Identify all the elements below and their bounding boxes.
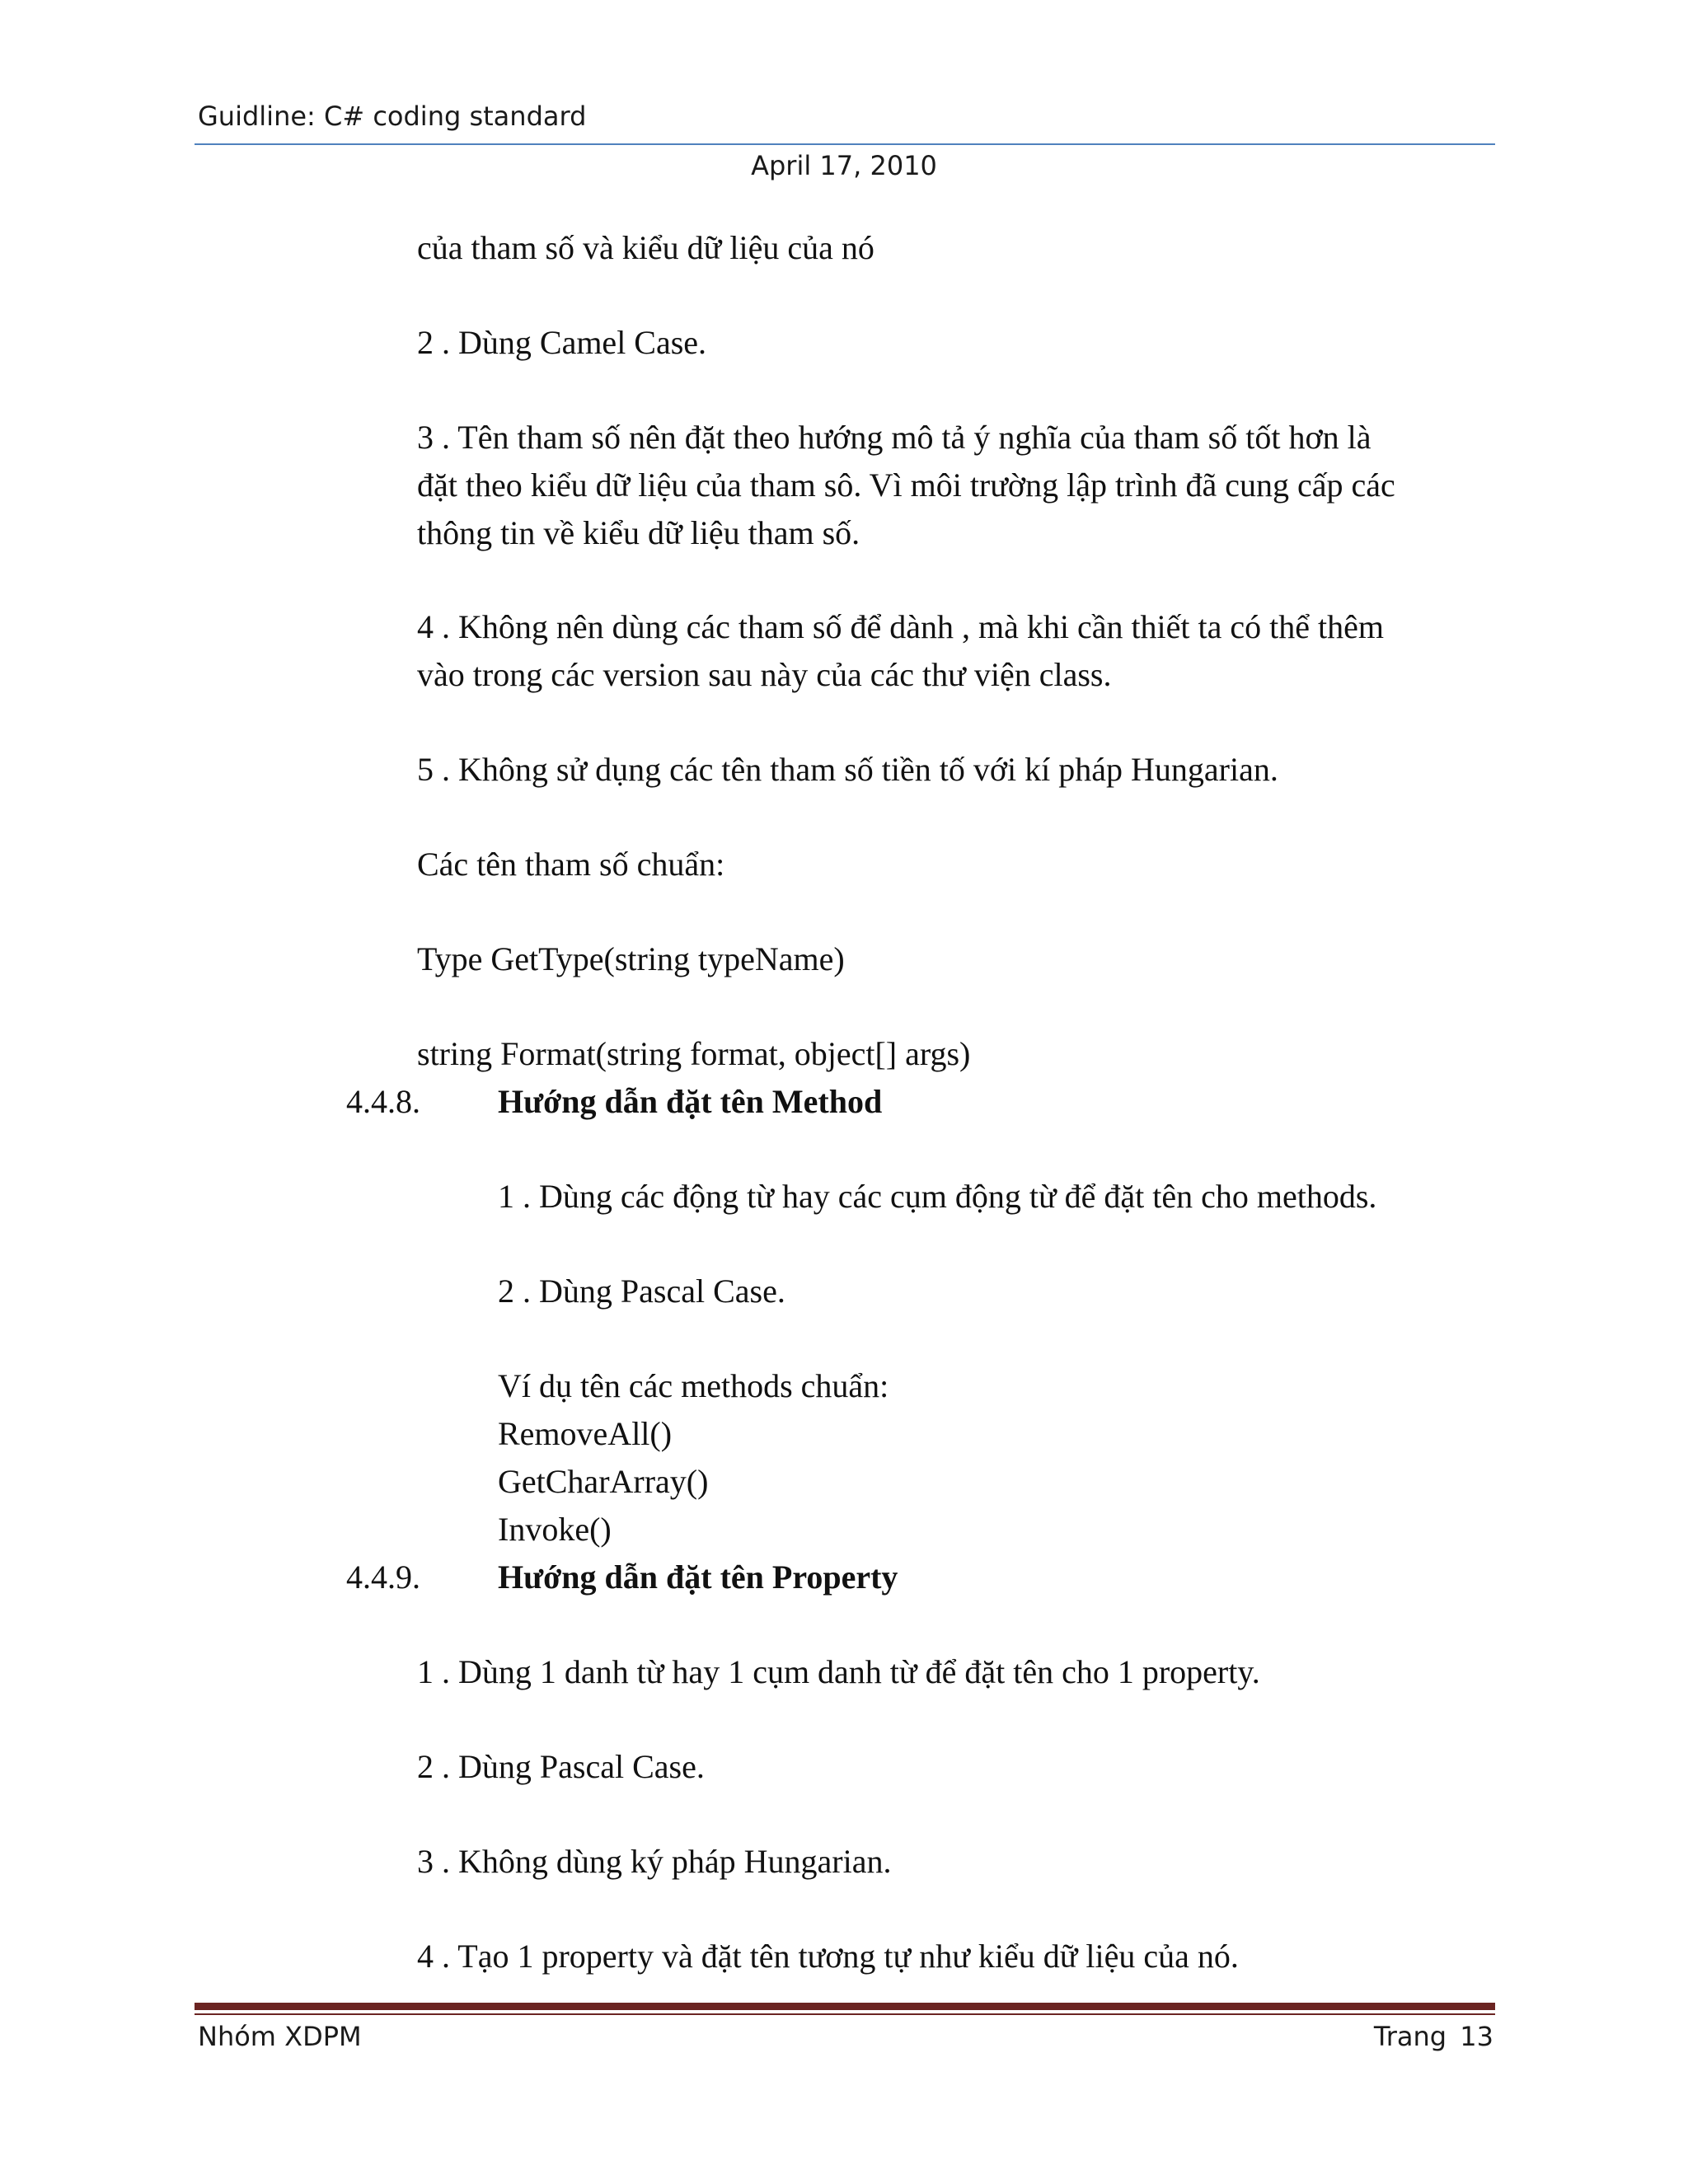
section-number-method: 4.4.8. <box>346 1083 420 1120</box>
footer-divider-thick <box>195 2003 1495 2010</box>
property-item-2: 2 . Dùng Pascal Case. <box>417 1748 705 1785</box>
method-example-1: RemoveAll() <box>498 1415 673 1452</box>
header-title: Guidline: C# coding standard <box>198 101 587 132</box>
method-example-3: Invoke() <box>498 1511 612 1548</box>
footer-divider-thin <box>195 2013 1495 2015</box>
param-item-4-line-2: vào trong các version sau này của các thư viện class. <box>417 656 1112 693</box>
param-example-1: Type GetType(string typeName) <box>417 940 845 977</box>
param-item-2: 2 . Dùng Camel Case. <box>417 324 707 361</box>
param-item-5: 5 . Không sử dụng các tên tham số tiền tố với kí pháp Hungarian. <box>417 751 1278 788</box>
section-number-property: 4.4.9. <box>346 1558 420 1596</box>
header-date: April 17, 2010 <box>751 150 937 181</box>
property-item-1: 1 . Dùng 1 danh từ hay 1 cụm danh từ để đặt tên cho 1 property. <box>417 1653 1260 1690</box>
property-item-4: 4 . Tạo 1 property và đặt tên tương tự như kiểu dữ liệu của nó. <box>417 1938 1239 1975</box>
method-item-2: 2 . Dùng Pascal Case. <box>498 1272 785 1310</box>
param-item-3-line-1: 3 . Tên tham số nên đặt theo hướng mô tả ý nghĩa của tham số tốt hơn là <box>417 419 1372 456</box>
param-example-2: string Format(string format, object[] args) <box>417 1035 971 1072</box>
footer-group-name: Nhóm XDPM <box>198 2021 362 2052</box>
method-example-2: GetCharArray() <box>498 1463 709 1500</box>
footer-page-number: Trang 13 <box>1373 2021 1493 2052</box>
continuation-line: của tham số và kiểu dữ liệu của nó <box>417 229 874 266</box>
property-item-3: 3 . Không dùng ký pháp Hungarian. <box>417 1843 892 1880</box>
param-item-4-line-1: 4 . Không nên dùng các tham số để dành , mà khi cần thiết ta có thể thêm <box>417 608 1385 645</box>
method-item-1: 1 . Dùng các động từ hay các cụm động từ để đặt tên cho methods. <box>498 1178 1377 1215</box>
param-item-3-line-2: đặt theo kiểu dữ liệu của tham sô. Vì môi trường lập trình đã cung cấp các <box>417 466 1395 504</box>
param-item-3-line-3: thông tin về kiểu dữ liệu tham số. <box>417 514 860 551</box>
section-title-method: Hướng dẫn đặt tên Method <box>498 1083 883 1120</box>
header-divider <box>195 143 1495 145</box>
method-examples-heading: Ví dụ tên các methods chuẩn: <box>498 1367 889 1404</box>
param-examples-heading: Các tên tham số chuẩn: <box>417 846 725 883</box>
section-title-property: Hướng dẫn đặt tên Property <box>498 1558 898 1596</box>
